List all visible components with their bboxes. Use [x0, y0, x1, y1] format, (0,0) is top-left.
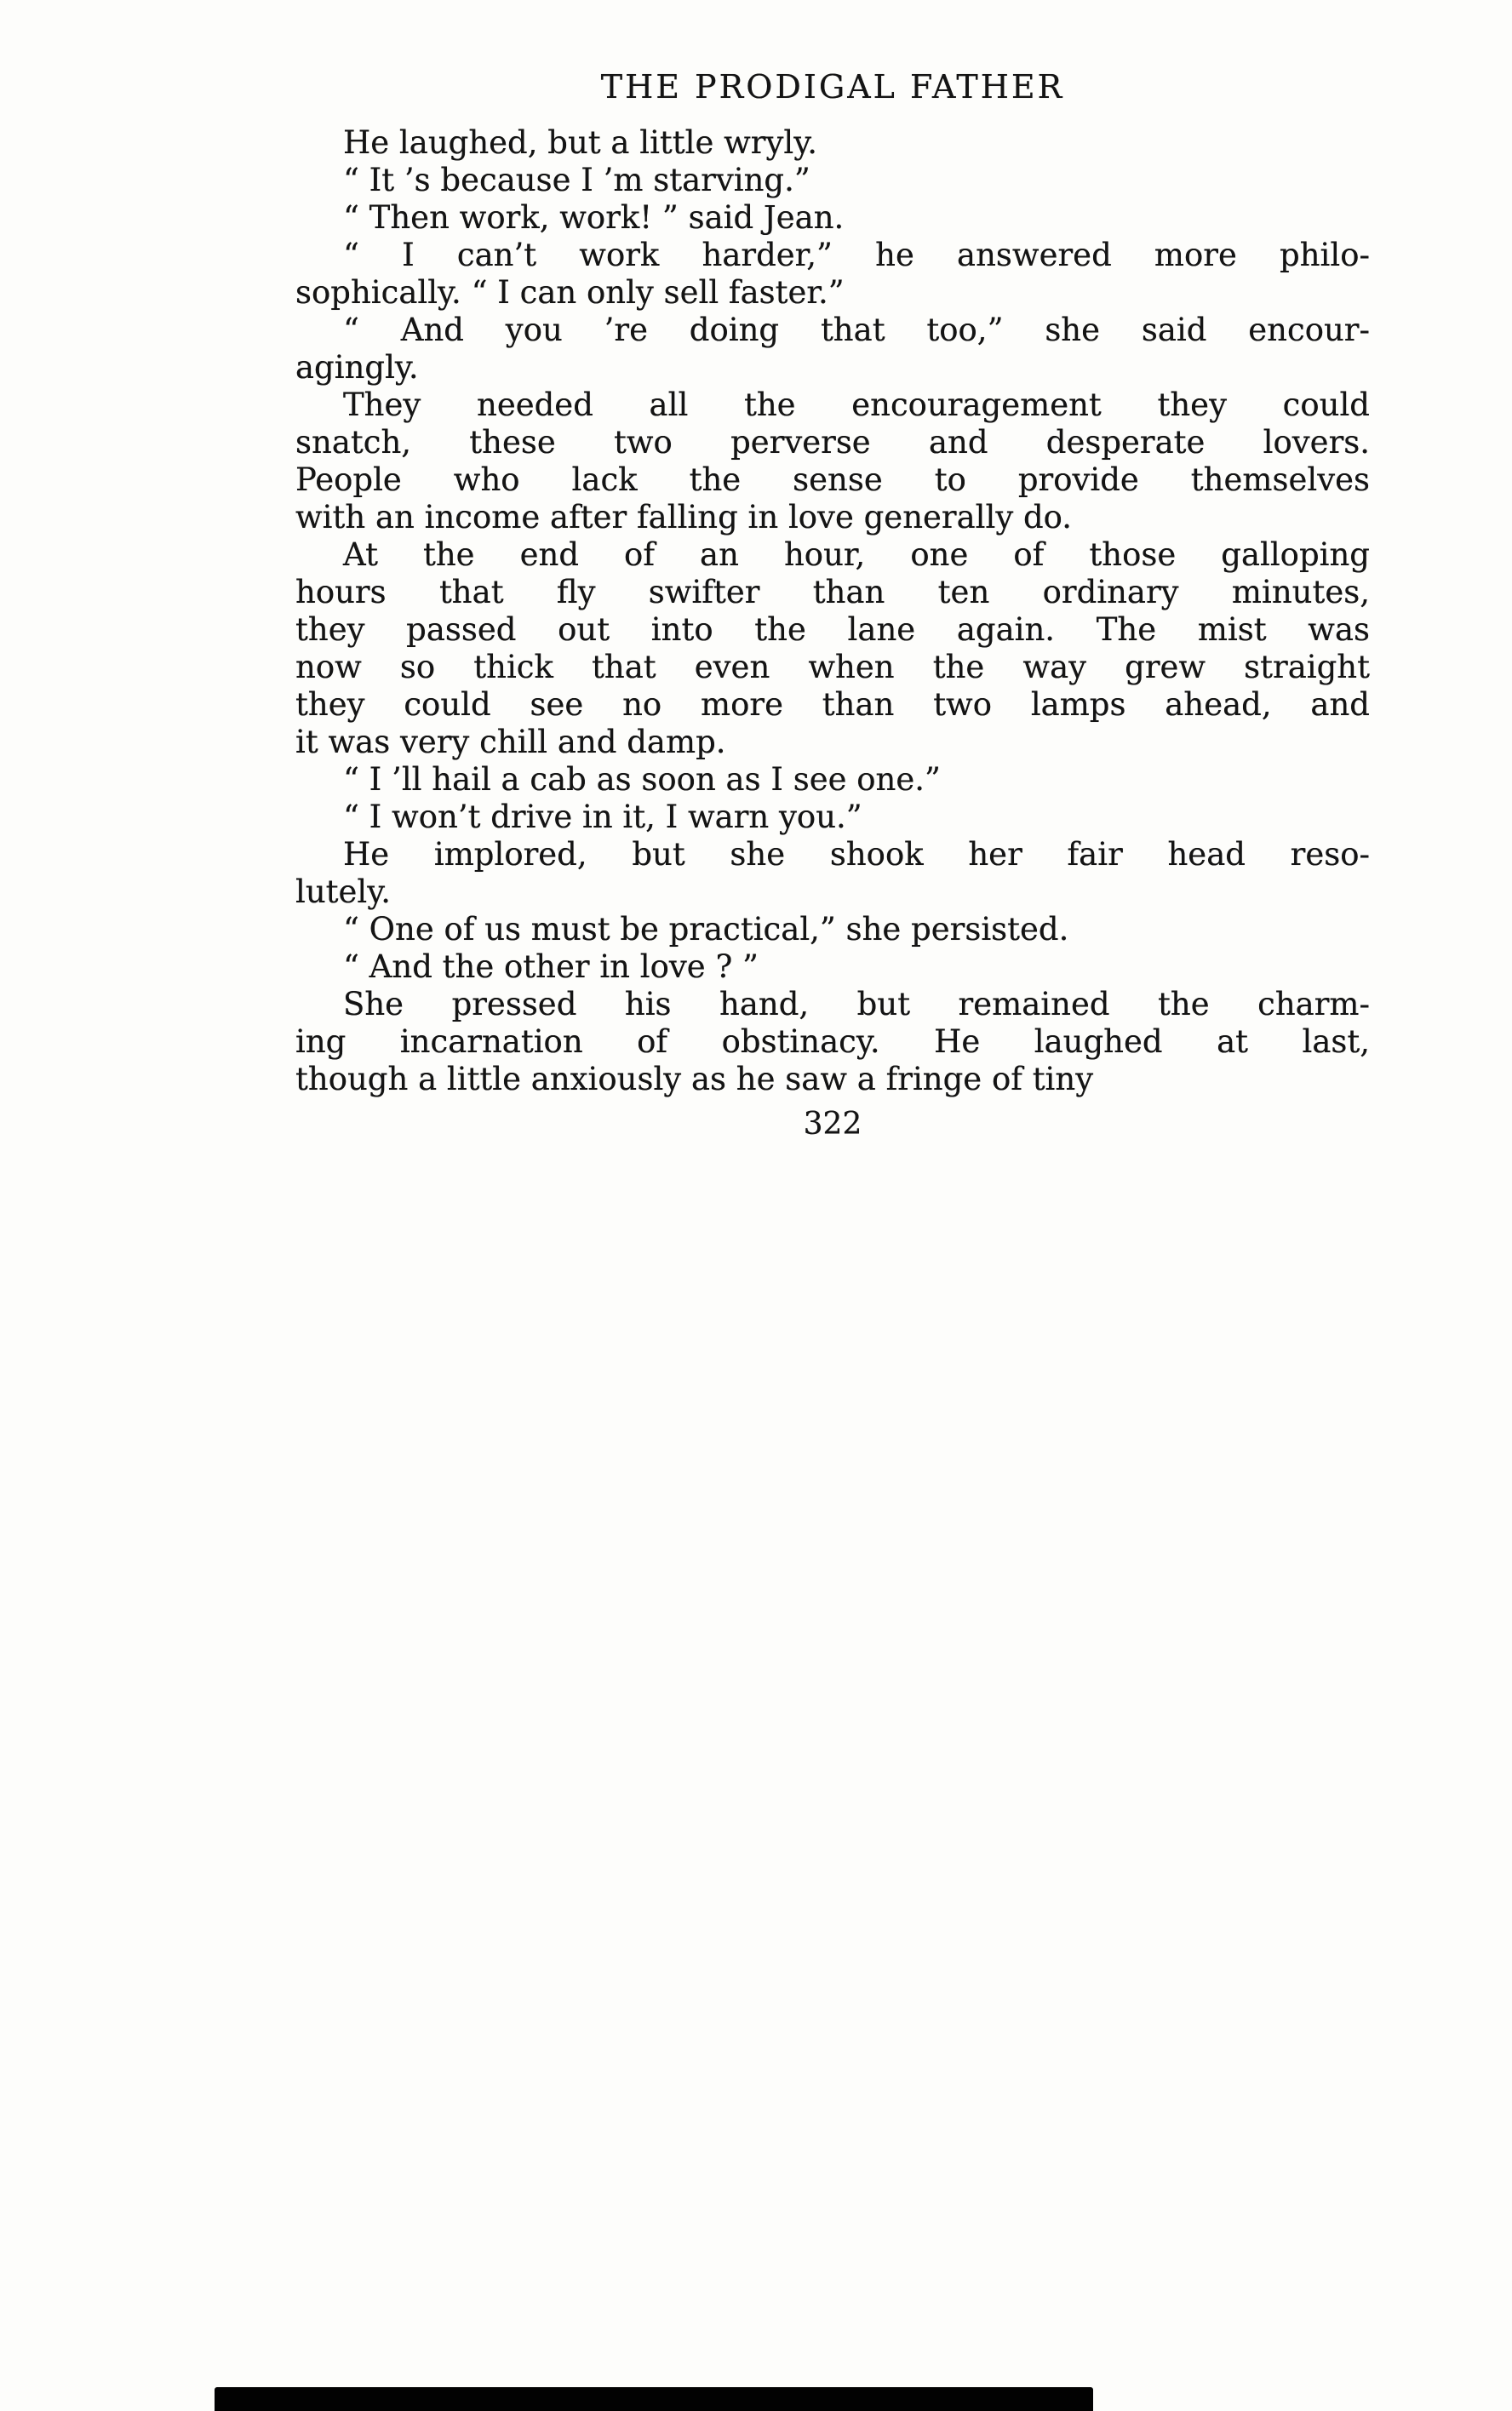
text-line: hours that fly swifter than ten ordinary minutes,	[295, 574, 1370, 610]
text-column	[295, 68, 1370, 1142]
text-line: He laughed, but a little wryly.	[343, 124, 817, 161]
text-line: People who lack the sense to provide themselves	[295, 461, 1370, 498]
text-line: sophically. “ I can only sell faster.”	[295, 274, 845, 311]
text-line: “ And the other in love ? ”	[343, 948, 759, 985]
text-line: “ Then work, work! ” said Jean.	[343, 199, 845, 236]
text-line: He implored, but she shook her fair head reso-	[343, 836, 1370, 873]
text-line: “ I can’t work harder,” he answered more philo-	[343, 237, 1370, 273]
text-line: they passed out into the lane again. The mist was	[295, 611, 1370, 648]
text-line: now so thick that even when the way grew straight	[295, 649, 1370, 685]
text-line: “ One of us must be practical,” she persisted.	[343, 911, 1069, 948]
text-line: “ I ’ll hail a cab as soon as I see one.”	[343, 761, 941, 798]
text-line: At the end of an hour, one of those galloping	[343, 536, 1370, 573]
page-number: 322	[803, 1107, 862, 1142]
text-line: “ It ’s because I ’m starving.”	[343, 162, 810, 198]
page-body	[295, 124, 1370, 1098]
text-line: She pressed his hand, but remained the charm-	[343, 986, 1370, 1022]
text-line: it was very chill and damp.	[295, 724, 726, 760]
text-line: with an income after falling in love generally do.	[295, 499, 1073, 535]
text-line: They needed all the encouragement they could	[343, 387, 1370, 423]
scan-artifact-bar	[215, 2387, 1093, 2411]
text-line: though a little anxiously as he saw a fringe of tiny	[295, 1061, 1094, 1097]
text-line: ing incarnation of obstinacy. He laughed at last,	[295, 1023, 1370, 1060]
text-line: lutely.	[295, 873, 392, 910]
text-line: agingly.	[295, 349, 419, 386]
text-line: “ I won’t drive in it, I warn you.”	[343, 799, 862, 835]
text-line: snatch, these two perverse and desperate lovers.	[295, 424, 1370, 461]
text-line: “ And you ’re doing that too,” she said encour-	[343, 312, 1370, 348]
text-line: they could see no more than two lamps ahead, and	[295, 686, 1370, 723]
running-header: THE PRODIGAL FATHER	[600, 68, 1065, 106]
